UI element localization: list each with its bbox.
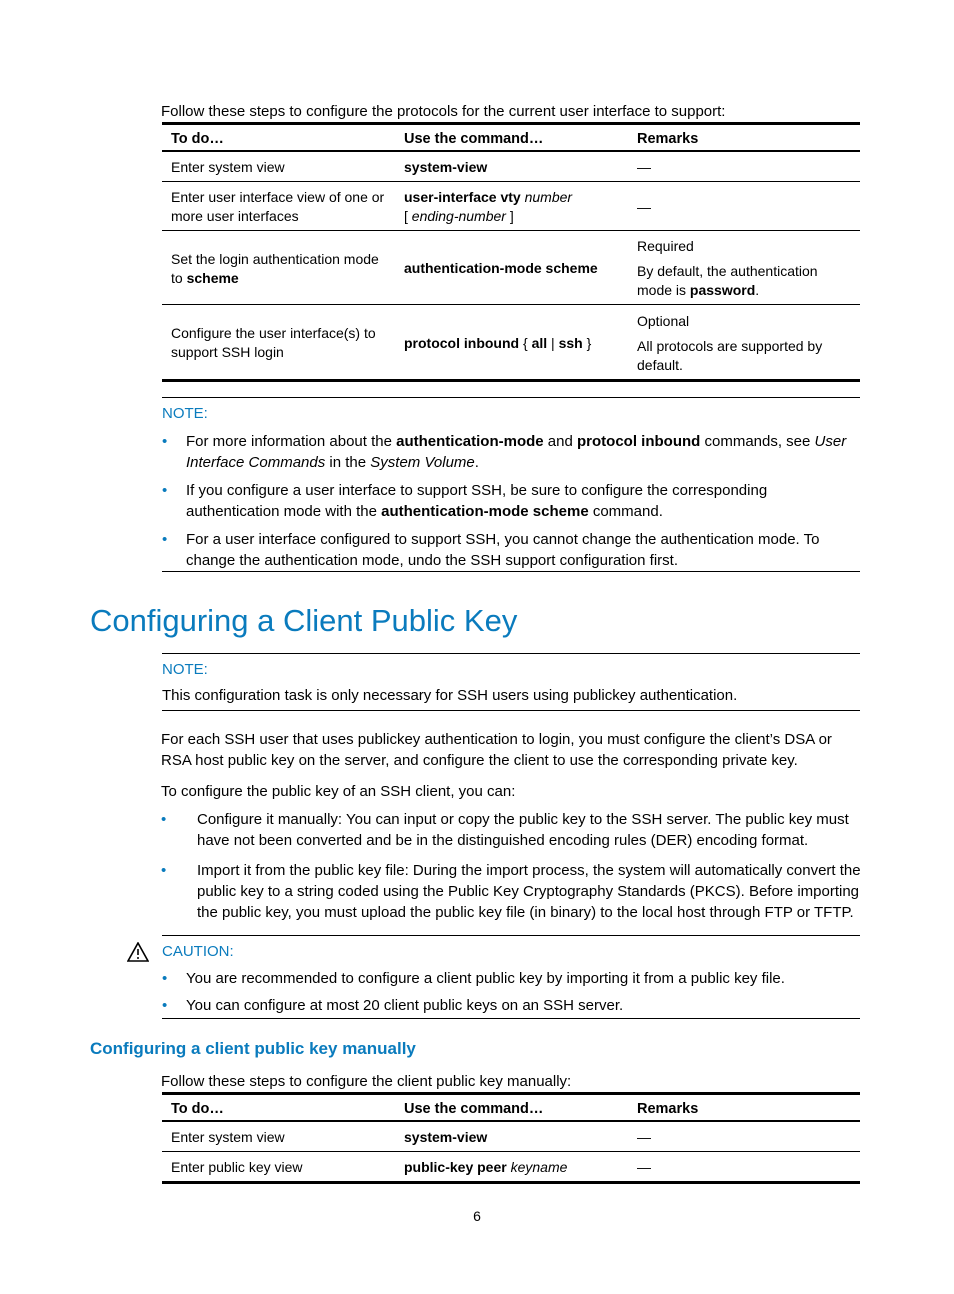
header-command: Use the command… <box>404 1101 544 1117</box>
note-text: commands, see <box>700 433 815 450</box>
header-remarks: Remarks <box>637 131 699 147</box>
public-key-table <box>162 1092 860 1184</box>
note-title: NOTE: <box>162 405 208 422</box>
cell-command: system-view <box>395 151 628 182</box>
remark-line: Required <box>637 238 694 254</box>
protocol-config-table <box>162 122 860 382</box>
cell-todo <box>162 231 395 305</box>
cell-todo: Enter user interface view of one or more user interfaces <box>162 182 395 231</box>
note-italic: User Interface Commands <box>186 433 847 471</box>
note-text: If you configure a user interface to support SSH, be sure to configure the corresponding authentication mode with the <box>186 482 768 520</box>
command-keyword: user-interface vty <box>404 189 521 205</box>
command-argument: ending-number <box>411 208 506 224</box>
caution-list <box>162 968 860 1016</box>
cell-command <box>395 182 628 231</box>
cell-remarks: — <box>628 1121 860 1152</box>
remark-line: Optional <box>637 312 690 329</box>
body-paragraph: To configure the public key of an SSH client, you can: <box>161 783 516 800</box>
command-argument: number <box>524 189 573 205</box>
table-row <box>162 305 860 381</box>
note-italic: System Volume <box>370 454 475 471</box>
caution-box <box>162 935 860 1019</box>
list-item: • Import it from the public key file: During the import process, the system will automatically convert the public key to a string coded using the Public Key Cryptography Standards (PKCS). Before importing the public key, you must upload the public key file (in binary) to the local host through FTP or TFTP. <box>161 860 865 923</box>
cell-remarks <box>628 231 860 305</box>
caution-item: • You can configure at most 20 client public keys on an SSH server. <box>162 995 860 1016</box>
section-heading: Configuring a Client Public Key <box>90 603 518 638</box>
command-argument: keyname <box>510 1159 568 1175</box>
cell-todo: Enter system view <box>162 151 395 182</box>
header-todo: To do… <box>171 131 224 147</box>
cell-remarks <box>628 305 860 381</box>
note-title: NOTE: <box>162 661 208 678</box>
remark-text: . <box>755 282 760 298</box>
bracket-open: [ <box>404 208 412 224</box>
option-ssh: ssh <box>558 334 583 351</box>
body-paragraph: For each SSH user that uses publickey authentication to login, you must configure the client’s DSA or RSA host public key on the server, and configure the client to use the corresponding private key. <box>161 731 832 769</box>
table-row <box>162 151 860 182</box>
header-remarks: Remarks <box>637 1101 699 1117</box>
table-row <box>162 231 860 305</box>
remark-line: All protocols are supported by default. <box>637 337 823 373</box>
table-header-row <box>162 1094 860 1122</box>
brace-close: } <box>582 334 592 351</box>
header-command: Use the command… <box>404 131 544 147</box>
pipe-separator: | <box>547 334 559 351</box>
note-list <box>162 431 860 571</box>
subsection-heading: Configuring a client public key manually <box>90 1039 416 1058</box>
table-row <box>162 1152 860 1183</box>
cell-command: system-view <box>395 1121 628 1152</box>
warning-triangle-icon <box>127 942 149 962</box>
header-todo: To do… <box>171 1101 224 1117</box>
cell-remarks: — <box>628 182 860 231</box>
page-number: 6 <box>473 1208 481 1224</box>
note-item <box>162 529 860 571</box>
table-intro: Follow these steps to configure the client public key manually: <box>161 1073 572 1090</box>
note-text: For a user interface configured to support SSH, you cannot change the authentication mode. To change the authentication mode, undo the SSH support configuration first. <box>186 531 820 569</box>
command-keyword: protocol inbound <box>404 334 520 351</box>
option-all: all <box>531 334 548 351</box>
command-keyword: public-key peer <box>404 1159 507 1175</box>
note-bold: protocol inbound <box>577 433 701 450</box>
note-text: command. <box>588 503 663 520</box>
cell-command <box>395 305 628 381</box>
note-text: For more information about the <box>186 433 397 450</box>
method-list <box>161 809 865 932</box>
caution-title: CAUTION: <box>162 943 234 960</box>
note-text: in the <box>325 454 371 471</box>
table-row <box>162 182 860 231</box>
remark-bold: password <box>689 282 756 298</box>
note-box <box>162 397 860 572</box>
cell-todo: Enter public key view <box>162 1152 395 1183</box>
cell-todo: Configure the user interface(s) to support SSH login <box>162 305 395 381</box>
table-row <box>162 1121 860 1152</box>
cell-remarks: — <box>628 151 860 182</box>
note-box <box>162 653 860 711</box>
note-text: . <box>474 454 479 471</box>
note-text: and <box>543 433 577 450</box>
remark-line <box>637 262 852 300</box>
remark-text: By default, the authentication mode is <box>637 263 818 298</box>
table-intro: Follow these steps to configure the protocols for the current user interface to support: <box>161 103 726 120</box>
bracket-close: ] <box>505 208 514 224</box>
todo-bold: scheme <box>186 269 239 286</box>
cell-command: authentication-mode scheme <box>395 231 628 305</box>
note-item <box>162 480 860 522</box>
table-header-row <box>162 124 860 152</box>
brace-open: { <box>519 334 532 351</box>
note-text: This configuration task is only necessary for SSH users using publickey authentication. <box>162 687 738 704</box>
list-item: • Configure it manually: You can input or copy the public key to the SSH server. The public key must have not been converted and be in the distinguished encoding rules (DER) encoding format. <box>161 809 865 851</box>
todo-text: Set the login authentication mode to <box>171 250 379 286</box>
note-bold: authentication-mode scheme <box>381 503 589 520</box>
cell-todo: Enter system view <box>162 1121 395 1152</box>
note-item <box>162 431 860 473</box>
caution-item: • You are recommended to configure a client public key by importing it from a public key file. <box>162 968 860 989</box>
cell-remarks: — <box>628 1152 860 1183</box>
note-bold: authentication-mode <box>396 433 544 450</box>
cell-command <box>395 1152 628 1183</box>
